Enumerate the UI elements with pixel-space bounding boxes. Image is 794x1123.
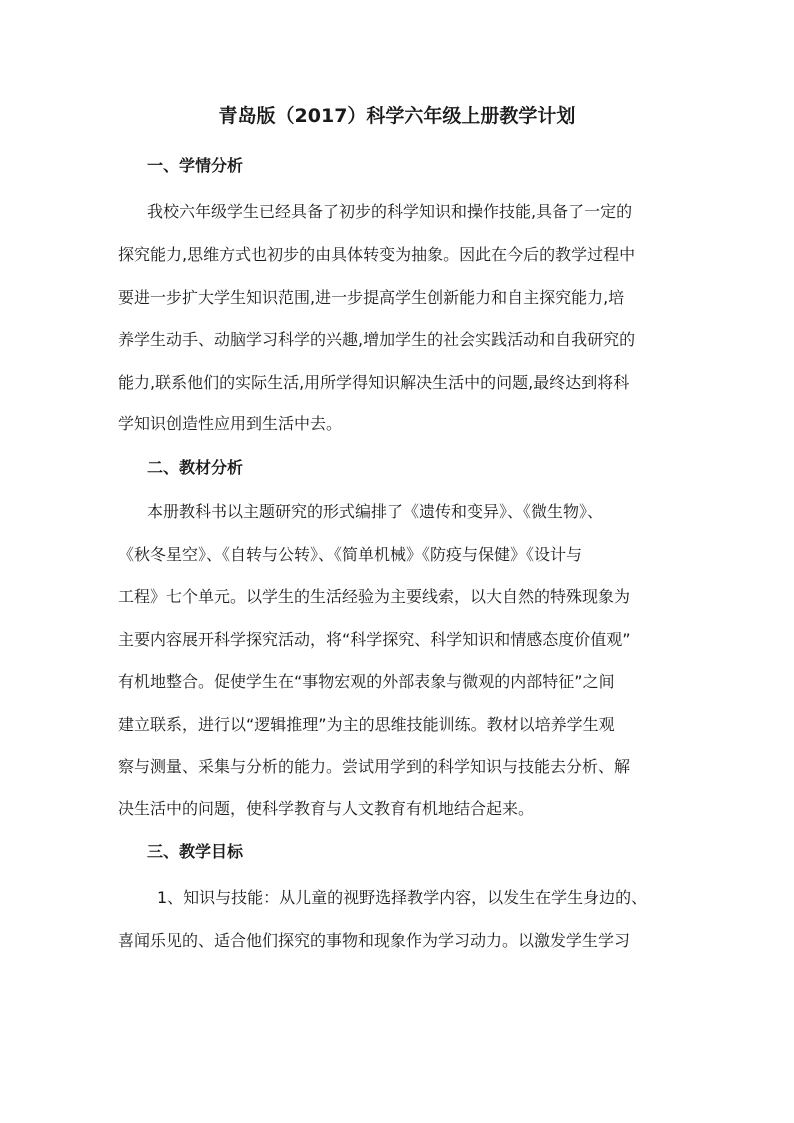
paragraph-line: 建立联系，进行以“逻辑推理”为主的思维技能训练。教材以培养学生观	[118, 715, 615, 734]
document-title: 青岛版（2017）科学六年级上册教学计划	[218, 105, 576, 127]
paragraph-line: 要进一步扩大学生知识范围,进一步提高学生创新能力和自主探究能力,培	[118, 288, 625, 307]
paragraph-line: 喜闻乐见的、适合他们探究的事物和现象作为学习动力。以激发学生学习	[118, 931, 631, 950]
paragraph-line: 能力,联系他们的实际生活,用所学得知识解决生活中的问题,最终达到将科	[118, 373, 630, 392]
paragraph-line: 工程》七个单元。以学生的生活经验为主要线索，以大自然的特殊现象为	[118, 587, 631, 606]
paragraph-line: 养学生动手、动脑学习科学的兴趣,增加学生的社会实践活动和自我研究的	[118, 330, 636, 349]
paragraph-line: 《秋冬星空》、《自转与公转》、《简单机械》《防疫与保健》《设计与	[118, 545, 583, 564]
paragraph-line: 学知识创造性应用到生活中去。	[118, 414, 343, 433]
paragraph-line: 有机地整合。促使学生在“事物宏观的外部表象与微观的内部特征”之间	[118, 672, 615, 691]
paragraph-line: 我校六年级学生已经具备了初步的科学知识和操作技能,具备了一定的	[147, 202, 633, 221]
section-heading-learning-analysis: 一、学情分析	[147, 156, 244, 175]
section-heading-teaching-goals: 三、教学目标	[147, 842, 244, 861]
paragraph-line: 决生活中的问题，使科学教育与人文教育有机地结合起来。	[118, 799, 535, 818]
paragraph-line: 本册教科书以主题研究的形式编排了《遗传和变异》、《微生物》、	[147, 502, 604, 521]
section-heading-textbook-analysis: 二、教材分析	[147, 458, 244, 477]
paragraph-line: 主要内容展开科学探究活动，将“科学探究、科学知识和情感态度价值观”	[118, 630, 631, 649]
paragraph-line: 察与测量、采集与分析的能力。尝试用学到的科学知识与技能去分析、解	[118, 757, 631, 776]
paragraph-line: 探究能力,思维方式也初步的由具体转变为抽象。因此在今后的教学过程中	[118, 245, 636, 264]
paragraph-line: 1、知识与技能：从儿童的视野选择教学内容，以发生在学生身边的、	[157, 888, 648, 907]
